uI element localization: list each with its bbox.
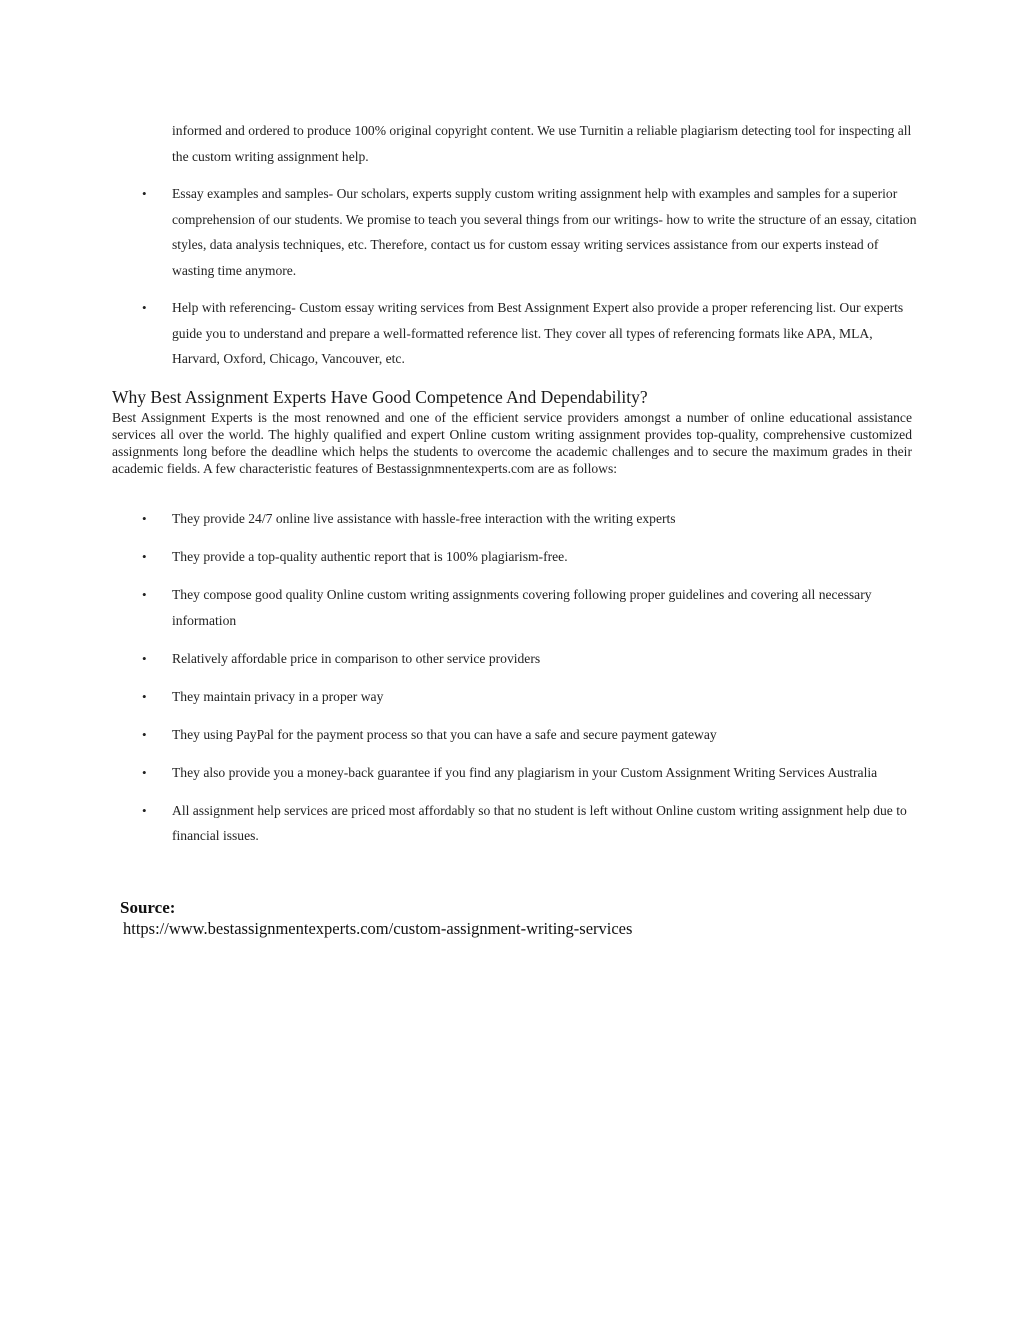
bullet-icon: • (142, 688, 147, 704)
features-bullet-list (140, 506, 920, 861)
list-item-text: They maintain privacy in a proper way (172, 688, 384, 704)
bullet-icon: • (142, 549, 147, 564)
section-intro-paragraph: Best Assignment Experts is the most renowned and one of the efficient service providers amongst a number of online educational assistance services all over the world. The highly qualified and expert Online custom writing assignment provides top-quality, comprehensive customized assignments long before the deadline which helps the students to overcome the academic challenges and to secure the maximum grades in their academic fields. A few characteristic features of Bestassignmnentexperts.com are as follows: (112, 410, 912, 476)
bullet-icon: • (142, 300, 147, 315)
list-item-text: They provide a top-quality authentic report that is 100% plagiarism-free. (172, 549, 568, 564)
list-item (140, 798, 920, 849)
list-item-text: Help with referencing- Custom essay writing services from Best Assignment Expert also provide a proper referencing list. Our experts guide you to understand and prepare a well-formatted reference list. They cover all types of referencing formats like APA, MLA, Harvard, Oxford, Chicago, Vancouver, etc. (172, 300, 904, 366)
list-item-text: All assignment help services are priced most affordably so that no student is left without Online custom writing assignment help due to financial issues. (172, 802, 907, 843)
list-item (140, 684, 920, 710)
list-item (140, 544, 920, 570)
list-item (140, 760, 920, 786)
list-item-text: They using PayPal for the payment process so that you can have a safe and secure payment gateway (172, 726, 717, 742)
bullet-icon: • (142, 726, 147, 742)
list-item (140, 506, 920, 532)
bullet-icon: • (142, 511, 147, 526)
source-label: Source: (120, 898, 176, 917)
bullet-icon: • (142, 650, 147, 666)
list-item (140, 295, 920, 372)
list-item (140, 722, 920, 748)
continuation-paragraph: informed and ordered to produce 100% original copyright content. We use Turnitin a reliable plagiarism detecting tool for inspecting all the custom writing assignment help. (172, 123, 912, 164)
list-item-text: They compose good quality Online custom writing assignments covering following proper guidelines and covering all necessary information (172, 587, 872, 628)
bullet-icon: • (142, 802, 147, 818)
list-item (140, 646, 920, 672)
section-heading: Why Best Assignment Experts Have Good Competence And Dependability? (112, 387, 648, 407)
source-link[interactable]: https://www.bestassignmentexperts.com/custom-assignment-writing-services (123, 919, 633, 938)
list-item-text: Relatively affordable price in comparison to other service providers (172, 650, 541, 666)
bullet-icon: • (142, 186, 147, 201)
services-bullet-list (140, 181, 920, 384)
list-item-text: Essay examples and samples- Our scholars, experts supply custom writing assignment help with examples and samples for a superior comprehension of our students. We promise to teach you several things from our writings- how to write the structure of an essay, citation styles, data analysis techniques, etc. Therefore, contact us for custom essay writing services assistance from our experts instead of wasting time anymore. (172, 186, 917, 278)
list-item (140, 181, 920, 283)
list-item-text: They also provide you a money-back guarantee if you find any plagiarism in your Custom Assignment Writing Services Australia (172, 764, 878, 780)
list-item (140, 582, 920, 633)
list-item-text: They provide 24/7 online live assistance with hassle-free interaction with the writing experts (172, 511, 676, 526)
bullet-icon: • (142, 587, 147, 602)
bullet-icon: • (142, 764, 147, 780)
